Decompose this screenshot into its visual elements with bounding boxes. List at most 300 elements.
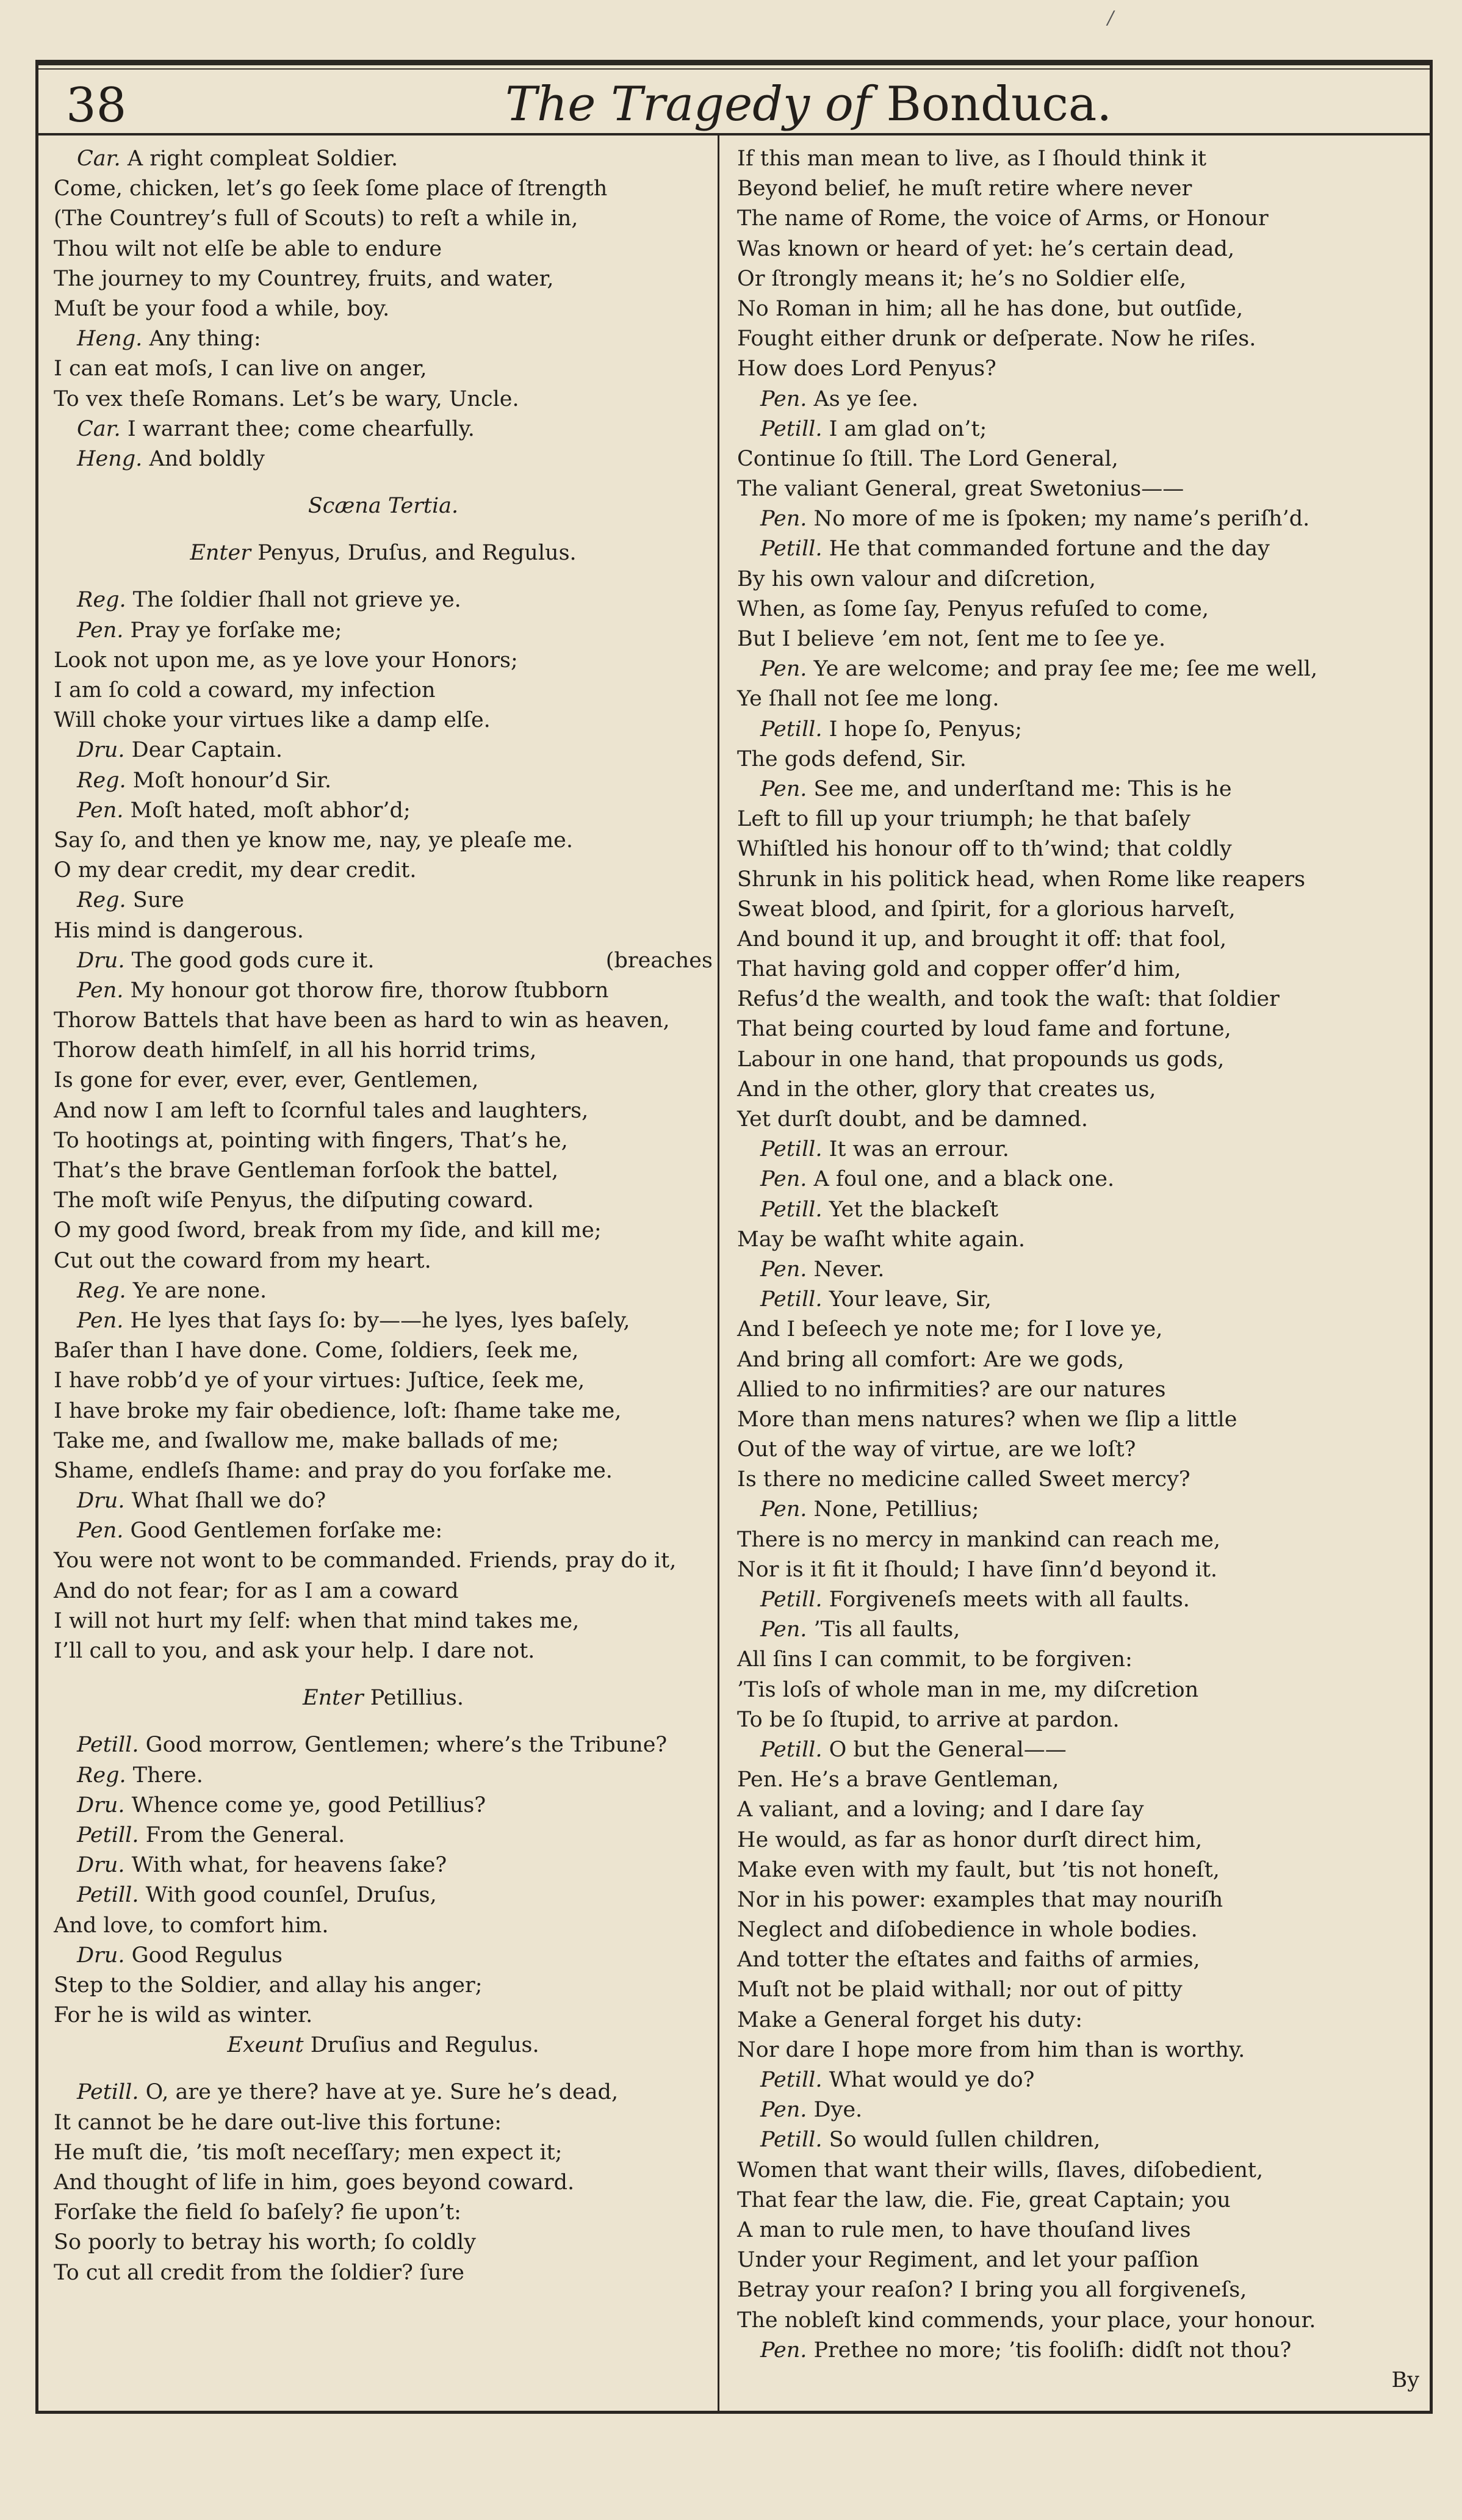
right-column [737,144,1419,2395]
verse-line [737,1435,1419,1465]
verse-line [54,1546,713,1576]
verse-text: That being courted by loud fame and fortune, [737,1017,1231,1042]
verse-text: A man to rule men, to have thouſand lives [737,2217,1191,2242]
speech-text: As ye ſee. [813,386,918,411]
verse-line [54,174,713,204]
speech-line [737,654,1419,684]
speech-text: Good Gentlemen forſake me: [130,1518,443,1543]
speaker-name: Pen. [760,1167,807,1192]
verse-text: And thought of life in him, goes beyond coward. [54,2170,575,2195]
speech-line [737,1735,1419,1765]
speech-line [737,2336,1419,2366]
speech-text: Any thing: [149,327,261,352]
speaker-name: Petill. [760,1587,823,1612]
verse-line [54,706,713,735]
speaker-name: Reg. [77,888,126,913]
verse-text: That having gold and copper offer’d him, [737,957,1181,982]
verse-line [737,2275,1419,2305]
verse-line [54,1366,713,1396]
speech-text: Forgiveneſs meets with all faults. [829,1587,1190,1612]
speech-text: I am glad on’t; [829,416,987,441]
speech-line [737,384,1419,414]
speech-text: Moſt hated, moſt abhor’d; [130,798,411,823]
verse-text: If this man mean to live, as I ſhould think it [737,146,1207,171]
verse-text: Come, chicken, let’s go ſeek ſome place of ſtrength [54,176,608,201]
verse-line [737,2306,1419,2336]
verse-line [54,856,713,886]
verse-text: Forſake the field ſo baſely? fie upon’t: [54,2200,461,2225]
verse-line [737,1315,1419,1345]
verse-line [737,1975,1419,2005]
verse-line [737,1375,1419,1405]
speech-text: The ſoldier ſhall not grieve ye. [132,588,461,613]
speech-line [54,735,713,765]
scene-title: Scæna Tertia. [308,494,459,519]
speech-text: So would ſullen children, [829,2128,1101,2153]
speech-text: None, Petillius; [813,1497,979,1522]
verse-text: It cannot be he dare out-live this fortune: [54,2110,502,2135]
verse-line [737,1705,1419,1735]
speech-line [737,1135,1419,1164]
verse-line [54,1006,713,1036]
turnover-word: (breaches [605,948,713,973]
verse-text: Betray your reaſon? I bring you all forgiveneſs, [737,2278,1247,2303]
speech-text: ’Tis all faults, [813,1617,960,1642]
verse-line [54,1911,713,1941]
running-title-italic: The Tragedy of [505,77,871,132]
verse-text: Was known or heard of yet: he’s certain dead, [737,236,1235,261]
speaker-name: Pen. [760,2338,807,2363]
verse-text: Nor in his power: examples that may nouriſh [737,1887,1223,1912]
verse-line [737,624,1419,654]
verse-line [737,174,1419,204]
speaker-name: Petill. [760,2068,823,2092]
verse-line [54,2258,713,2288]
verse-line [737,984,1419,1014]
verse-text: Baſer than I have done. Come, ſoldiers, ſeek me, [54,1338,579,1363]
scene-heading [54,491,713,521]
verse-line [737,2245,1419,2275]
verse-line [54,1066,713,1096]
verse-line [737,354,1419,384]
verse-text: Shrunk in his politick head, when Rome like reapers [737,867,1306,892]
verse-text: For he is wild as winter. [54,2003,313,2028]
page-number: 38 [66,78,127,133]
speech-line [54,2078,713,2107]
speech-text: Never. [813,1257,885,1282]
verse-line [737,444,1419,474]
speaker-name: Petill. [760,1287,823,1312]
speech-text: Prethee no more; ’tis fooliſh: didſt not thou? [813,2338,1292,2363]
verse-text: To vex theſe Romans. Let’s be wary, Uncle. [54,386,519,411]
verse-text: His mind is dangerous. [54,918,304,943]
speaker-name: Reg. [77,1763,126,1788]
speech-line [54,886,713,915]
speech-text: With good counſel, Druſus, [145,1883,437,1908]
speech-line [54,766,713,796]
speaker-name: Pen. [760,2098,807,2123]
speech-text: A foul one, and a black one. [813,1167,1115,1192]
verse-text: But I believe ’em not, ſent me to ſee ye. [737,627,1166,651]
speaker-name: Petill. [760,536,823,561]
speaker-name: Pen. [77,798,124,823]
speaker-name: Dru. [77,1793,125,1818]
speech-text: Yet the blackeſt [829,1197,999,1222]
verse-text: And in the other, glory that creates us, [737,1077,1156,1102]
verse-line [737,1345,1419,1375]
verse-text: The name of Rome, the voice of Arms, or Honour [737,206,1269,231]
speech-text: Dye. [813,2098,863,2123]
speaker-name: Petill. [77,1883,139,1908]
verse-text: Make a General forget his duty: [737,2007,1083,2032]
speaker-name: Petill. [77,1822,139,1847]
speech-text: A right compleat Soldier. [127,146,398,171]
stage-characters: Penyus, Druſus, and Regulus. [257,541,577,566]
margin-mark: / [1107,7,1114,29]
verse-line [737,684,1419,714]
verse-line [737,1675,1419,1705]
speaker-name: Petill. [760,416,823,441]
verse-text: Yet durſt doubt, and be damned. [737,1107,1088,1132]
verse-line [737,1855,1419,1885]
verse-line [737,804,1419,834]
verse-line [737,234,1419,264]
verse-line [737,594,1419,624]
verse-line [737,1014,1419,1044]
speech-line [737,1585,1419,1615]
speaker-name: Pen. [77,1308,124,1333]
verse-text: I am ſo cold a coward, my infection [54,678,436,702]
verse-line [737,2186,1419,2215]
verse-text: O my good ſword, break from my ſide, and kill me; [54,1218,602,1243]
verse-line [54,1036,713,1066]
speech-text: O but the General—— [829,1737,1067,1762]
verse-text: Make even with my fault, but ’tis not honeſt, [737,1857,1220,1882]
verse-line [737,745,1419,774]
verse-text: Shame, endleſs ſhame: and pray do you forſake me. [54,1458,613,1483]
speaker-name: Petill. [760,717,823,742]
verse-line [737,2156,1419,2186]
speech-text: See me, and underſtand me: This is he [813,776,1232,801]
verse-line [54,1156,713,1186]
verse-text: A valiant, and a loving; and I dare ſay [737,1797,1144,1822]
verse-text: Muſt be your food a while, boy. [54,296,390,321]
verse-text: The journey to my Countrey, fruits, and water, [54,266,554,291]
verse-text: How does Lord Penyus? [737,356,996,381]
verse-line [737,324,1419,354]
verse-text: And love, to comfort him. [54,1913,329,1938]
verse-text: And totter the eſtates and faiths of armies, [737,1948,1200,1973]
verse-text: I can eat moſs, I can live on anger, [54,356,427,381]
header-rule [35,133,1433,135]
speech-line [737,774,1419,804]
speech-text: Moſt honour’d Sir. [132,768,332,793]
verse-text: That fear the law, die. Fie, great Captain; you [737,2187,1231,2212]
speech-line [54,144,713,174]
speech-text: He lyes that ſays ſo: by——he lyes, lyes baſely, [130,1308,630,1333]
speech-text: I warrant thee; come chearfully. [127,416,475,441]
verse-line [54,1336,713,1366]
verse-text: Under your Regiment, and let your paſſion [737,2248,1199,2273]
verse-line [54,1186,713,1216]
speech-text: I hope ſo, Penyus; [829,717,1022,742]
verse-text: So poorly to betray his worth; ſo coldly [54,2230,476,2255]
speaker-name: Petill. [77,1733,139,1758]
verse-text: The moſt wiſe Penyus, the diſputing coward. [54,1188,534,1213]
speech-line [54,1941,713,1971]
verse-text: By his own valour and diſcretion, [737,566,1096,591]
verse-text: Take me, and ſwallow me, make ballads of me; [54,1428,560,1453]
speech-line [54,976,713,1006]
verse-text: Thorow death himſelf, in all his horrid trims, [54,1038,537,1063]
verse-line [54,384,713,414]
verse-text: Beyond belief, he muſt retire where never [737,176,1192,201]
verse-text: The gods defend, Sir. [737,746,967,771]
speech-line [54,1730,713,1760]
speech-line [54,1306,713,1336]
speaker-name: Pen. [77,1518,124,1543]
verse-line [737,834,1419,864]
verse-line [737,955,1419,984]
verse-text: More than mens natures? when we ſlip a little [737,1407,1237,1432]
speaker-name: Heng. [77,327,143,352]
speaker-name: Dru. [77,738,125,763]
speech-text: Ye are none. [132,1278,267,1303]
speech-text: Ye are welcome; and pray ſee me; ſee me well, [813,657,1318,682]
running-title-roman: Bonduca. [886,77,1112,132]
stage-direction-enter [54,538,713,568]
verse-text: Pen. He’s a brave Gentleman, [737,1767,1059,1793]
speech-text: It was an errour. [829,1137,1009,1162]
verse-text: And do not fear; for as I am a coward [54,1578,459,1603]
verse-text: I have broke my fair obedience, loſt: ſhame take me, [54,1398,622,1423]
verse-line [54,2198,713,2228]
book-page [35,54,1433,2422]
verse-line [737,1405,1419,1435]
verse-text: I have robb’d ye of your virtues: Juſtice, ſeek me, [54,1368,585,1393]
speech-text: He that commanded fortune and the day [829,536,1270,561]
speaker-name: Reg. [77,1278,126,1303]
verse-line [54,676,713,706]
speech-text: The good gods cure it. [131,948,375,973]
verse-text: To be ſo ſtupid, to arrive at pardon. [737,1707,1120,1732]
speech-line [54,1486,713,1516]
verse-line [737,1645,1419,1675]
speech-text: O, are ye there? have at ye. Sure he’s dead, [145,2080,619,2105]
speaker-name: Dru. [77,1853,125,1878]
verse-text: You were not wont to be commanded. Friends, pray do it, [54,1548,677,1573]
verse-text: The valiant General, great Swetonius—— [737,477,1184,502]
stage-keyword: Enter [303,1686,364,1711]
speech-line [737,1495,1419,1525]
stage-characters: Petillius. [370,1686,464,1711]
speech-text: Dear Captain. [131,738,283,763]
speaker-name: Reg. [77,768,126,793]
verse-line [54,1126,713,1156]
verse-line [737,1555,1419,1585]
verse-line [54,916,713,946]
speech-line [54,444,713,474]
speech-line [54,616,713,646]
verse-text: Nor dare I hope more from him than is worthy. [737,2037,1245,2062]
speech-text: What ſhall we do? [131,1489,326,1514]
speech-line [54,1850,713,1880]
verse-text: There is no mercy in mankind can reach me, [737,1527,1220,1552]
speaker-name: Reg. [77,588,126,613]
verse-text: I’ll call to you, and ask your help. I dare not. [54,1639,535,1663]
speech-line [54,796,713,826]
verse-text: The nobleſt kind commends, your place, your honour. [737,2308,1316,2333]
verse-line [737,474,1419,504]
speech-line [54,324,713,354]
verse-text: I will not hurt my ſelf: when that mind takes me, [54,1608,580,1633]
verse-line [54,1636,713,1666]
verse-text: Out of the way of virtue, are we loſt? [737,1437,1136,1462]
speech-line [737,1255,1419,1285]
speaker-name: Petill. [760,1197,823,1222]
speech-line [54,585,713,615]
verse-line [54,294,713,324]
speaker-name: Car. [77,146,121,171]
verse-line [737,2035,1419,2065]
verse-text: Is there no medicine called Sweet mercy? [737,1467,1190,1492]
speech-line [737,1195,1419,1225]
verse-line [54,646,713,676]
verse-text: Cut out the coward from my heart. [54,1248,431,1273]
speech-line [54,1516,713,1546]
right-border [1430,60,1433,2414]
verse-line [54,204,713,234]
speaker-name: Pen. [760,657,807,682]
verse-text: Is gone for ever, ever, ever, Gentlemen, [54,1068,479,1093]
verse-text: He muſt die, ’tis moſt neceſſary; men expect it; [54,2140,563,2165]
speech-text: Whence come ye, good Petillius? [131,1793,486,1818]
verse-text: (The Countrey’s full of Scouts) to reſt a while in, [54,206,578,231]
speaker-name: Pen. [760,1257,807,1282]
verse-text: Sweat blood, and ſpirit, for a glorious harveſt, [737,897,1236,922]
bottom-rule [35,2411,1433,2414]
speaker-name: Dru. [77,1489,125,1514]
speech-line [737,1615,1419,1645]
verse-line [54,2108,713,2138]
speaker-name: Dru. [77,948,125,973]
speaker-name: Petill. [77,2080,139,2105]
speech-line [737,414,1419,444]
speech-text: There. [132,1763,203,1788]
speech-line [737,534,1419,564]
speech-text: Pray ye forſake me; [130,618,342,643]
verse-line [54,1971,713,2001]
verse-line [737,1915,1419,1945]
verse-text: To cut all credit from the ſoldier? ſure [54,2260,464,2285]
speech-text: With what, for heavens ſake? [131,1853,447,1878]
verse-line [54,2228,713,2258]
verse-text: And I beſeech ye note me; for I love ye, [737,1317,1163,1342]
verse-line [737,1885,1419,1915]
verse-line [737,925,1419,955]
verse-line [737,2215,1419,2245]
verse-text: May be waſht white again. [737,1227,1025,1252]
verse-line [54,2168,713,2198]
verse-text: And bring all comfort: Are we gods, [737,1347,1125,1372]
verse-text: That’s the brave Gentleman forſook the battel, [54,1158,559,1183]
verse-text: Women that want their wills, ſlaves, diſobedient, [737,2157,1264,2182]
verse-line [737,1225,1419,1255]
verse-text: No Roman in him; all he has done, but outſide, [737,296,1244,321]
speaker-name: Petill. [760,1137,823,1162]
speaker-name: Petill. [760,1737,823,1762]
speaker-name: Heng. [77,446,143,471]
verse-text: Allied to no infirmities? are our natures [737,1377,1166,1402]
verse-line [54,1426,713,1456]
verse-text: Look not upon me, as ye love your Honors; [54,648,518,673]
left-column [54,144,713,2288]
verse-line [54,1606,713,1636]
verse-line [737,294,1419,324]
speech-line [54,414,713,444]
verse-line [737,1045,1419,1075]
speech-line [54,1761,713,1791]
verse-text: To hootings at, pointing with fingers, That’s he, [54,1128,568,1153]
verse-text: ’Tis loſs of whole man in me, my diſcretion [737,1677,1199,1702]
top-rule-thin [35,68,1433,70]
verse-line [737,865,1419,895]
left-border [35,60,38,2414]
stage-keyword: Exeunt [227,2033,304,2058]
verse-line [737,264,1419,294]
verse-text: Whiſtled his honour off to th’wind; that coldly [737,837,1232,862]
stage-direction-enter [54,1683,713,1713]
speech-text: And boldly [149,446,265,471]
verse-text: Or ſtrongly means it; he’s no Soldier elſe, [737,266,1187,291]
verse-line [737,204,1419,234]
speaker-name: Pen. [77,618,124,643]
verse-line [737,1465,1419,1495]
verse-text: Thou wilt not elſe be able to endure [54,236,442,261]
verse-text: O my dear credit, my dear credit. [54,858,417,883]
verse-line [737,565,1419,594]
top-rule [35,60,1433,65]
verse-line [737,1945,1419,1975]
verse-line [737,895,1419,925]
speech-line [54,946,713,976]
speaker-name: Pen. [760,1617,807,1642]
verse-text: Ye ſhall not ſee me long. [737,687,999,712]
column-divider [718,135,719,2411]
verse-text: All ſins I can commit, to be forgiven: [737,1647,1133,1672]
speech-text: Good morrow, Gentlemen; where’s the Tribune? [145,1733,668,1758]
verse-text: Will choke your virtues like a damp elſe. [54,708,491,733]
verse-line [54,264,713,294]
verse-text: Continue ſo ſtill. The Lord General, [737,446,1118,471]
verse-line [54,234,713,264]
verse-line [54,1576,713,1606]
verse-line [54,1246,713,1276]
verse-text: He would, as far as honor durſt direct him, [737,1827,1203,1852]
verse-text: Nor is it fit it ſhould; I have ſinn’d beyond it. [737,1557,1218,1582]
verse-line [54,1396,713,1426]
verse-line [737,144,1419,174]
verse-text: When, as ſome ſay, Penyus refuſed to come, [737,596,1209,621]
speech-line [737,2065,1419,2095]
verse-text: Thorow Battels that have been as hard to win as heaven, [54,1008,670,1033]
speech-text: Your leave, Sir, [829,1287,992,1312]
speech-line [737,715,1419,745]
verse-line [737,1765,1419,1795]
verse-line [54,826,713,856]
speech-line [737,2095,1419,2125]
verse-text: And now I am left to ſcornful tales and laughters, [54,1098,589,1123]
